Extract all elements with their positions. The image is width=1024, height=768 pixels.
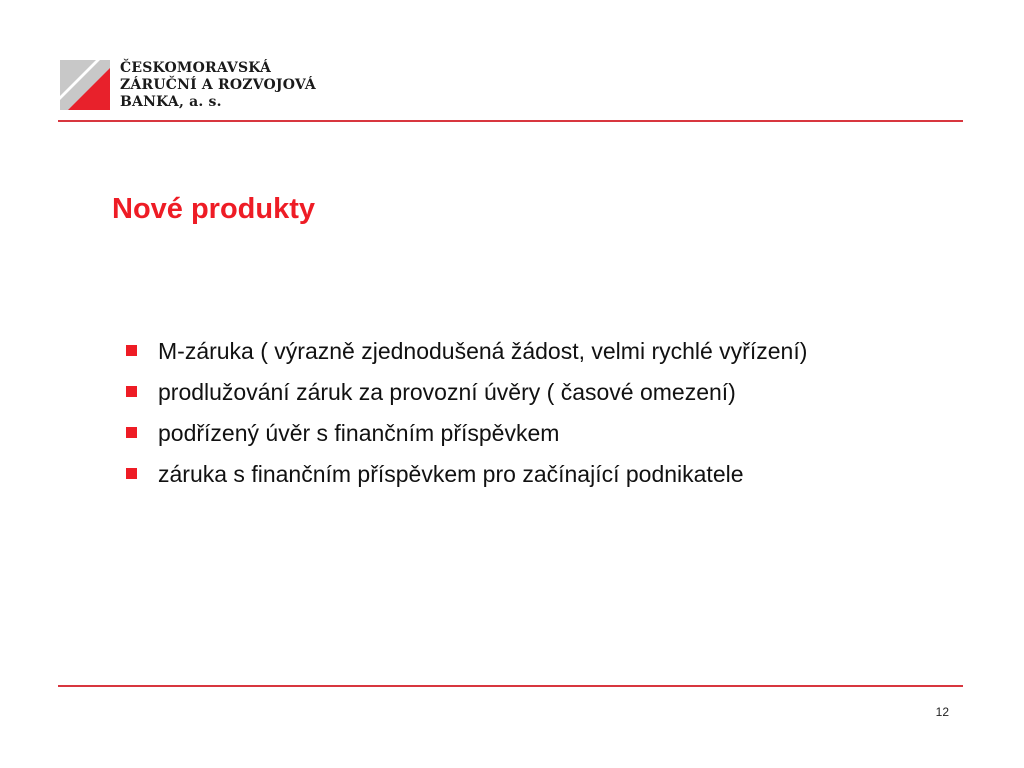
bullet-list [124,336,944,500]
bullet-item [124,418,944,449]
square-bullet-icon [126,427,137,438]
bullet-text: záruka s finančním příspěvkem pro začínající podnikatele [158,461,744,487]
bullet-text: M-záruka ( výrazně zjednodušená žádost, velmi rychlé vyřízení) [158,338,808,364]
header-divider [58,120,963,122]
bullet-text: podřízený úvěr s finančním příspěvkem [158,420,560,446]
bank-name-line2: ZÁRUČNÍ A ROZVOJOVÁ [120,77,316,93]
bullet-text: prodlužování záruk za provozní úvěry ( časové omezení) [158,379,736,405]
bullet-item [124,459,944,490]
bank-name [120,60,316,111]
bullet-item [124,377,944,408]
page-number: 12 [935,705,949,719]
bank-logo-icon [60,60,110,110]
square-bullet-icon [126,468,137,479]
slide-title: Nové produkty [112,193,316,225]
footer-divider [58,685,963,687]
bullet-item [124,336,944,367]
square-bullet-icon [126,386,137,397]
bank-name-line3: BANKA, a. s. [120,94,222,110]
bank-name-line1: ČESKOMORAVSKÁ [120,60,272,76]
square-bullet-icon [126,345,137,356]
